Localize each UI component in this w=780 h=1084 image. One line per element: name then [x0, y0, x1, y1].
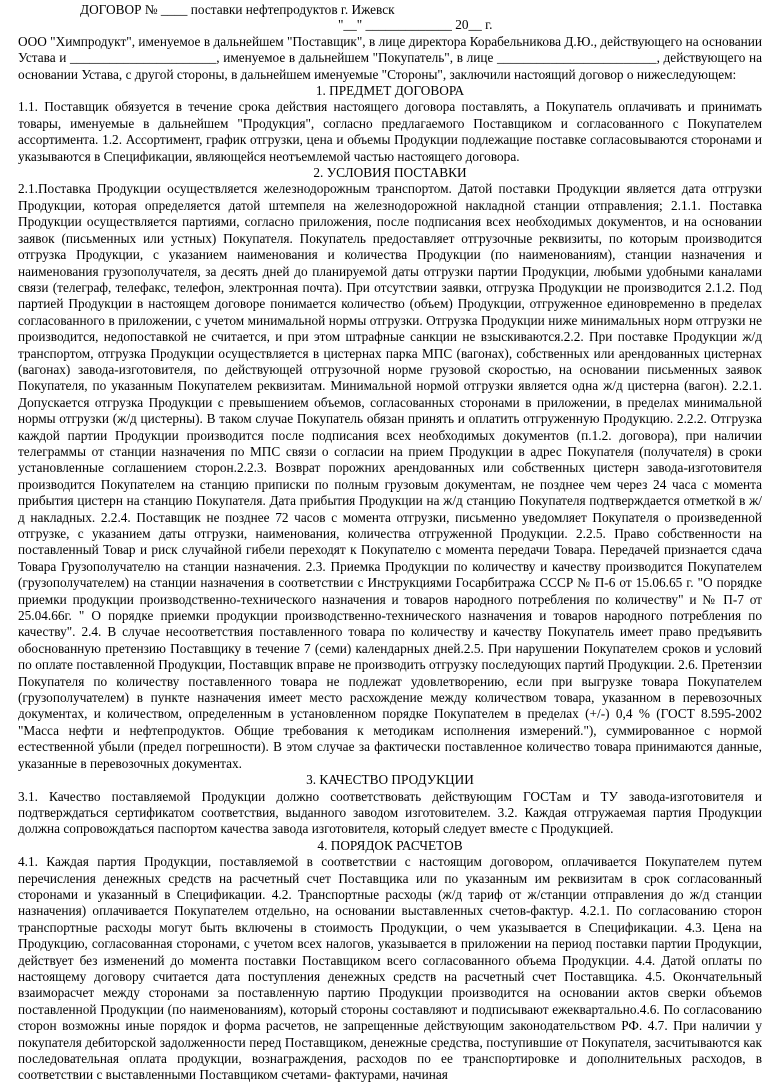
contract-date-line: "__" _____________ 20__ г. — [338, 17, 493, 33]
section-heading-2: 2. УСЛОВИЯ ПОСТАВКИ — [313, 165, 467, 181]
section-body-3: 3.1. Качество поставляемой Продукции должно соответствовать действующим ГОСТам и ТУ завода-изготовителя и подтверждаться сертификатом соответствия, выданного заводом изготовителем. 3.2. Каждая отгружаемая партия Продукции должна сопровождаться паспортом качества завода изготовителя, который следует вместе с Продукцией. — [18, 788, 762, 837]
contract-preamble: ООО "Химпродукт", именуемое в дальнейшем "Поставщик", в лице директора Корабельникова Д.Ю., действующего на основании Устава и ______________________, именуемое в дальнейшем "Покупатель", в лице ________________________, действующего на основании Устава, с другой стороны, в дальнейшем именуемые "Стороны", заключили настоящий договор о нижеследующем: — [18, 33, 762, 82]
section-heading-1: 1. ПРЕДМЕТ ДОГОВОРА — [315, 83, 465, 99]
section-body-2: 2.1.Поставка Продукции осуществляется железнодорожным транспортом. Датой поставки Продукции является дата отгрузки Продукции, которая определяется датой штемпеля на железнодорожной накладной станции отправления; 2.1.1. Поставка Продукции осуществляется партиями, согласно приложения, после подписания всех необходимых документов, и на основании заявок (письменных или устных) Покупателя. Покупатель предоставляет отгрузочные реквизиты, по которым производится отгрузка Продукции, с указанием наименования и количества Продукции (по наименованиям), станции назначения и наименования грузополучателя, за десять дней до планируемой даты отгрузки партии Продукции, любыми удобными каналами связи (телеграф, телефакс, телефон, электронная почта). При отсутствии заявки, отгрузка Продукции не производится 2.1.2. Под партией Продукции в настоящем договоре понимается количество (объем) Продукции, отгруженное единовременно в пределах согласованного в приложении, с учетом минимальной нормы отгрузки. Отгрузка Продукции ниже минимальных норм отгрузки не производится, недопоставкой не считается, и при этом штрафные санкции не взыскиваются.2.2. При поставке Продукции ж/д транспортом, отгрузка Продукции осуществляется в цистернах парка МПС (вагонах), собственных или арендованных цистернах (вагонах) завода-изготовителя, по действующей отгрузочной норме грузовой скоростью, на основании письменных заявок Покупателя, по указанным Покупателем реквизитам. Минимальной нормой отгрузки является одна ж/д цистерна (вагон). 2.2.1. Допускается отгрузка Продукции с превышением объемов, согласованных сторонами в приложении, в пределах минимальной нормы отгрузки (ж/д цистерны). В таком случае Покупатель обязан принять и оплатить отгруженную Продукцию. 2.2.2. Отгрузка каждой партии Продукции производится после подписания всех необходимых документов (п.1.2. договора), при наличии телеграммы от станции назначения по МПС связи о согласии на прием Продукции в адрес Покупателя (получателя) в сроки установленные соглашением сторон.2.2.3. Возврат порожних арендованных или собственных цистерн завода-изготовителя производится Покупателем на станцию приписки по полным грузовым документам, не позднее чем через 24 часа с момента прибытия цистерн на станцию Покупателя. Дата прибытия Продукции на ж/д станцию Покупателя подтверждается отметкой в ж/д накладных. 2.2.4. Поставщик не позднее 72 часов с момента отгрузки, письменно уведомляет Покупателя о произведенной отгрузке, с указанием даты отгрузки, наименования, количества отгруженной Продукции. 2.2.5. Право собственности на поставленный Товар и риск случайной гибели переходят к Покупателю с момента передачи Товара. Передачей признается сдача Товара Грузополучателю на станции назначения. 2.3. Приемка Продукции по количеству и качеству производится Покупателем (грузополучателем) на станции назначения в соответствии с Инструкциями Госарбитража СССР № П-6 от 15.06.65 г. "О порядке приемки продукции производственно-технического назначения и товаров народного потребления по количеству" и № П-7 от 25.04.66г. " О порядке приемки продукции производственно-технического назначения и товаров народного потребления по качеству". 2.4. В случае несоответствия поставленного товара по количеству и качеству Покупатель имеет право предъявить обоснованную претензию Поставщику в течение 7 (семи) календарных дней.2.5. При нарушении Покупателем сроков и условий по оплате поставленной Продукции, Поставщик вправе не производить отгрузку последующих партий Продукции. 2.6. Претензии Покупателя по количеству поставленного товара не подлежат удовлетворению, если при выгрузке товара Покупателем (грузополучателем) в пункте назначения имеет место расхождение между количеством товара, указанном в перевозочных документах, и количеством, определенным в установленном порядке Покупателем в пределах (+/-) 0,4 % (ГОСТ 8.595-2002 "Масса нефти и нефтепродуктов. Общие требования к методикам исполнения измерений."), суммированное с нормой естественной убыли (предел погрешности). В этом случае за фактически поставленное количество товара принимаются данные, указанные в перевозочных документах. — [18, 181, 762, 771]
section-heading-4: 4. ПОРЯДОК РАСЧЕТОВ — [317, 837, 463, 853]
section-body-4: 4.1. Каждая партия Продукции, поставляемой в соответствии с настоящим договором, оплачивается Покупателем путем перечисления денежных средств на расчетный счет Поставщика или по указанным им реквизитам в срок согласованный сторонами и указанный в Спецификации. 4.2. Транспортные расходы (ж/д тариф от ж/станции отправления до ж/д станции назначения) оплачивается Покупателем отдельно, на основании выставленных счетов-фактур. 4.2.1. По согласованию сторон транспортные расходы могут быть включены в стоимость Продукции, о чем указывается в Спецификации. 4.3. Цена на Продукцию, согласованная сторонами, с учетом всех налогов, указывается в приложении на период поставки партии Продукции, действует без изменений до момента поставки Поставщиком всего согласованного объема Продукции. 4.4. Датой оплаты по настоящему договору считается дата поступления денежных средств на расчетный счет Поставщика. 4.5. Окончательный взаиморасчет между сторонами за поставленную партию Продукции производится на основании актов сверки объемов поставленной Продукции (по наименованиям), который стороны составляют и подписывают ежеквартально.4.6. По согласованию сторон возможны иные порядок и форма расчетов, не запрещенные действующим законодательством РФ. 4.7. При наличии у покупателя дебиторской задолженности перед Поставщиком, денежные средства, поступившие от Покупателя, засчитываются как последовательная оплата продукции, вознаграждения, расходов по ее транспортировке и дополнительных расходов, в соответствии с выставленными Поставщиком счетами- фактурами, начиная — [18, 854, 762, 1083]
section-body-1: 1.1. Поставщик обязуется в течение срока действия настоящего договора поставлять, а Покупатель оплачивать и принимать товары, именуемые в дальнейшем "Продукция", согласно предлагаемого Поставщиком и согласованного с Покупателем ассортимента. 1.2. Ассортимент, график отгрузки, цена и объемы Продукции подлежащие поставке согласовываются сторонами и указываются в Спецификации, являющейся неотъемлемой частью настоящего договора. — [18, 99, 762, 164]
section-heading-3: 3. КАЧЕСТВО ПРОДУКЦИИ — [306, 772, 474, 788]
contract-title: ДОГОВОР № ____ поставки нефтепродуктов г. Ижевск — [80, 2, 395, 17]
